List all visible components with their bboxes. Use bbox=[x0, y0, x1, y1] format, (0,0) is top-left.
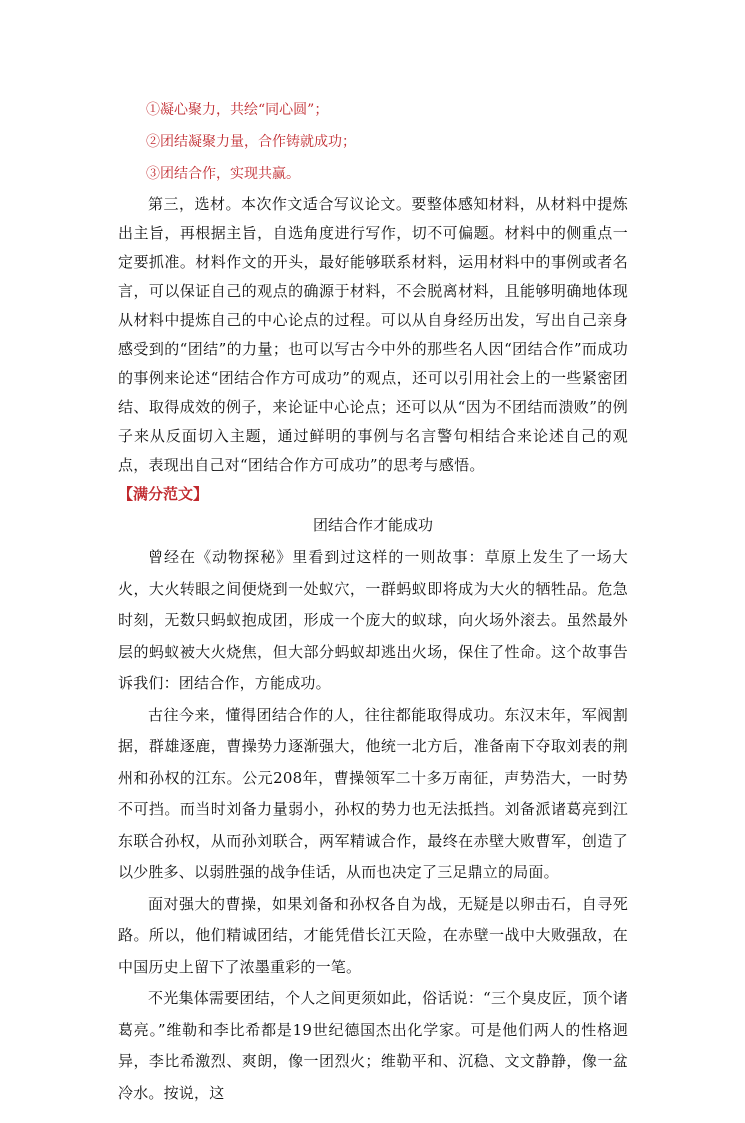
essay-paragraph-2: 古往今来，懂得团结合作的人，往往都能取得成功。东汉末年，军阀割据，群雄逐鹿，曹操势力逐渐强大，他统一北方后，准备南下夺取刘表的荆州和孙权的江东。公元208年，曹操领军二十多万南征，声势浩大，一时势不可挡。而当时刘备力量弱小，孙权的势力也无法抵挡。刘备派诸葛亮到江东联合孙权，从而孙刘联合，两军精诚合作，最终在赤壁大败曹军，创造了以少胜多、以弱胜强的战争佳话，从而也决定了三足鼎立的局面。 bbox=[118, 705, 628, 881]
essay-paragraph-3: 面对强大的曹操，如果刘备和孙权各自为战，无疑是以卵击石，自寻死路。所以，他们精诚团结，才能凭借长江天险，在赤壁一战中大败强敌，在中国历史上留下了浓墨重彩的一笔。 bbox=[118, 894, 628, 976]
point-1: ①凝心聚力，共绘“同心圆”； bbox=[146, 102, 329, 118]
point-3: ③团结合作，实现共赢。 bbox=[146, 166, 300, 182]
essay-title: 团结合作才能成功 bbox=[312, 516, 433, 534]
essay-paragraph-1: 曾经在《动物探秘》里看到过这样的一则故事：草原上发生了一场大火，大火转眼之间便烧到一处蚁穴，一群蚂蚁即将成为大火的牺牲品。危急时刻，无数只蚂蚁抱成团，形成一个庞大的蚁球，向火场外滚去。虽然最外层的蚂蚁被大火烧焦，但大部分蚂蚁却逃出火场，保住了性命。这个故事告诉我们：团结合作，方能成功。 bbox=[118, 548, 628, 692]
page-content bbox=[118, 94, 628, 1109]
model-essay-heading: 【满分范文】 bbox=[118, 485, 209, 503]
analysis-paragraph: 第三，选材。本次作文适合写议论文。要整体感知材料，从材料中提炼出主旨，再根据主旨，自选角度进行写作，切不可偏题。材料中的侧重点一定要抓准。材料作文的开头，最好能够联系材料，运用材料中的事例或者名言，可以保证自己的观点的确源于材料，不会脱离材料，且能够明确地体现从材料中提炼自己的中心论点的过程。可以从自身经历出发，写出自己亲身感受到的“团结”的力量；也可以写古今中外的那些名人因“团结合作”而成功的事例来论述“团结合作方可成功”的观点，还可以引用社会上的一些紧密团结、取得成效的例子，来论证中心论点；还可以从“因为不团结而溃败”的例子来从反面切入主题，通过鲜明的事例与名言警句相结合来论述自己的观点，表现出自己对“团结合作方可成功”的思考与感悟。 bbox=[118, 195, 628, 474]
essay-paragraph-4: 不光集体需要团结，个人之间更须如此，俗话说：“三个臭皮匠，顶个诸葛亮。”维勒和李比希都是19世纪德国杰出化学家。可是他们两人的性格迥异，李比希激烈、爽朗，像一团烈火；维勒平和、沉稳、文文静静，像一盆冷水。按说，这 bbox=[118, 989, 628, 1102]
point-2: ②团结凝聚力量，合作铸就成功； bbox=[146, 134, 356, 150]
